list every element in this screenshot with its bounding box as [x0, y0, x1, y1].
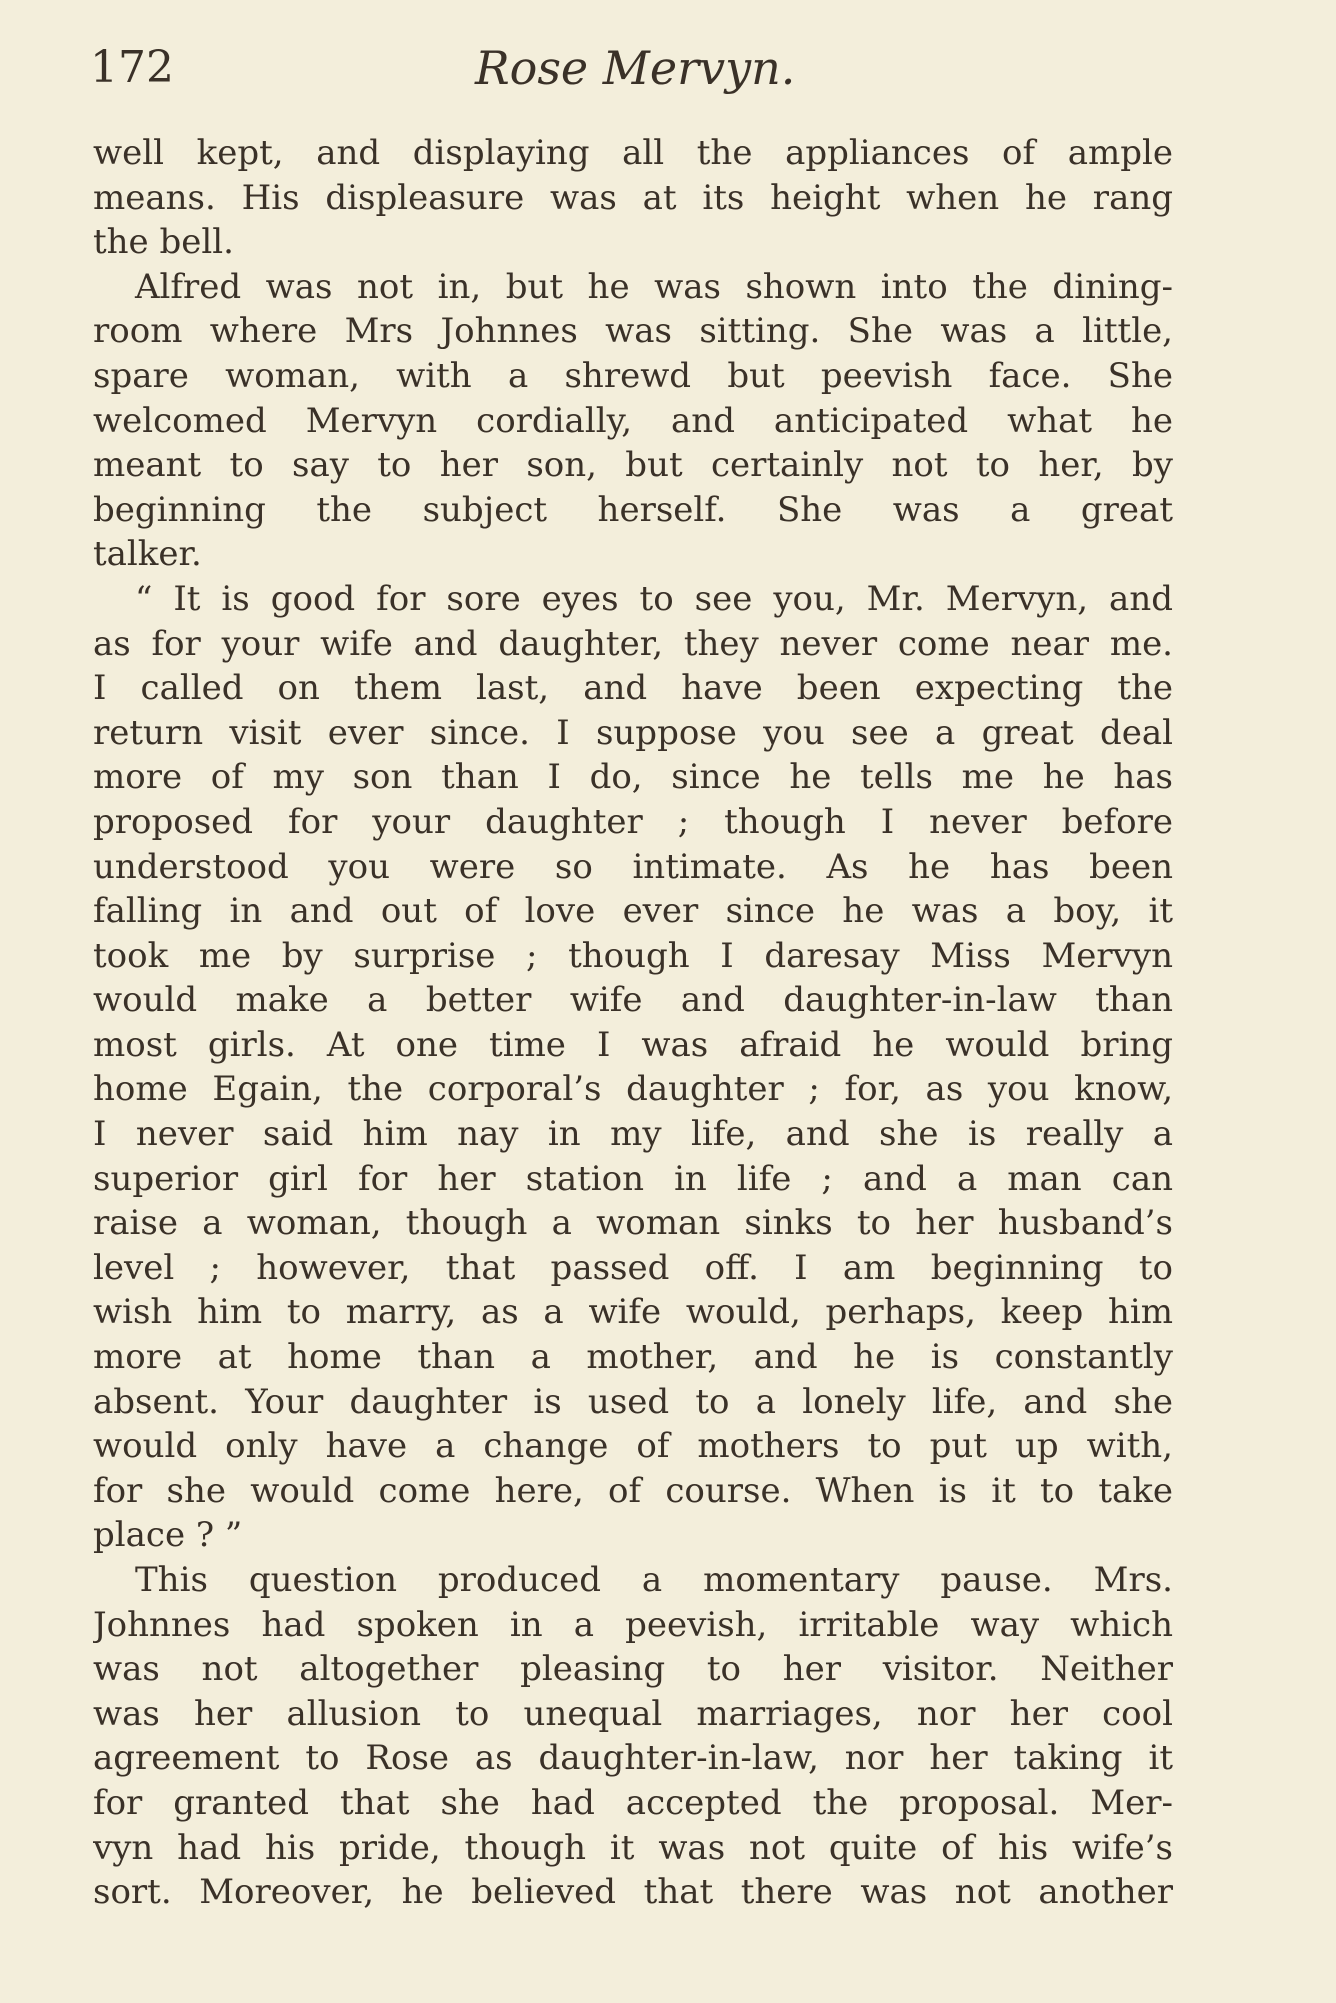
text-line: was her allusion to unequal marriages, nor her cool [93, 1693, 1173, 1734]
text-line: wish him to marry, as a wife would, perhaps, keep him [93, 1292, 1173, 1333]
text-line: agreement to Rose as daughter-in-law, nor her taking it [93, 1738, 1173, 1779]
text-line: return visit ever since. I suppose you see a great deal [93, 712, 1173, 753]
text-line: Johnnes had spoken in a peevish, irritable way which [93, 1604, 1173, 1645]
page-number: 172 [90, 42, 174, 93]
text-line: for granted that she had accepted the proposal. Mer- [93, 1782, 1173, 1823]
text-line: I never said him nay in my life, and she is really a [93, 1114, 1173, 1155]
text-line: most girls. At one time I was afraid he would bring [93, 1024, 1173, 1065]
text-line: Alfred was not in, but he was shown into the dining- [135, 266, 1173, 307]
text-line: absent. Your daughter is used to a lonely life, and she [93, 1381, 1173, 1422]
text-line: meant to say to her son, but certainly not to her, by [93, 445, 1173, 486]
text-line: the bell. [93, 222, 234, 263]
text-line: means. His displeasure was at its height when he rang [93, 177, 1173, 218]
text-line: beginning the subject herself. She was a great [93, 489, 1173, 530]
text-line: proposed for your daughter ; though I never before [93, 801, 1173, 842]
text-line: place ? ” [93, 1515, 243, 1556]
text-line: would only have a change of mothers to put up with, [93, 1426, 1173, 1467]
text-line: room where Mrs Johnnes was sitting. She was a little, [93, 311, 1173, 352]
text-line: understood you were so intimate. As he has been [93, 846, 1173, 887]
text-line: more of my son than I do, since he tells me he has [93, 757, 1173, 798]
body-text [93, 131, 1173, 1915]
text-line: would make a better wife and daughter-in-law than [93, 980, 1173, 1021]
text-line: This question produced a momentary pause. Mrs. [135, 1560, 1173, 1600]
text-line: home Egain, the corporal’s daughter ; for, as you know, [93, 1069, 1173, 1110]
text-line: vyn had his pride, though it was not quite of his wife’s [93, 1827, 1173, 1868]
text-line: was not altogether pleasing to her visitor. Neither [93, 1649, 1173, 1690]
text-line: I called on them last, and have been expecting the [93, 668, 1173, 709]
text-line: sort. Moreover, he believed that there was not another [93, 1872, 1173, 1913]
text-line: took me by surprise ; though I daresay Miss Mervyn [93, 935, 1173, 976]
text-line: spare woman, with a shrewd but peevish face. She [93, 355, 1173, 396]
text-line: for she would come here, of course. When is it to take [93, 1470, 1173, 1511]
text-line: talker. [93, 534, 202, 575]
text-line: well kept, and displaying all the appliances of ample [93, 133, 1173, 173]
text-line: falling in and out of love ever since he was a boy, it [93, 891, 1173, 932]
text-line: raise a woman, though a woman sinks to her husband’s [93, 1203, 1173, 1244]
text-line: “ It is good for sore eyes to see you, Mr. Mervyn, and [135, 578, 1173, 619]
running-title: Rose Mervyn. [475, 41, 796, 95]
text-line: more at home than a mother, and he is constantly [93, 1337, 1173, 1378]
text-line: superior girl for her station in life ; and a man can [93, 1158, 1173, 1199]
text-line: as for your wife and daughter, they never come near me. [93, 623, 1173, 664]
text-line: level ; however, that passed off. I am beginning to [93, 1247, 1173, 1288]
text-line: welcomed Mervyn cordially, and anticipated what he [93, 400, 1173, 441]
page-header [90, 38, 1175, 98]
